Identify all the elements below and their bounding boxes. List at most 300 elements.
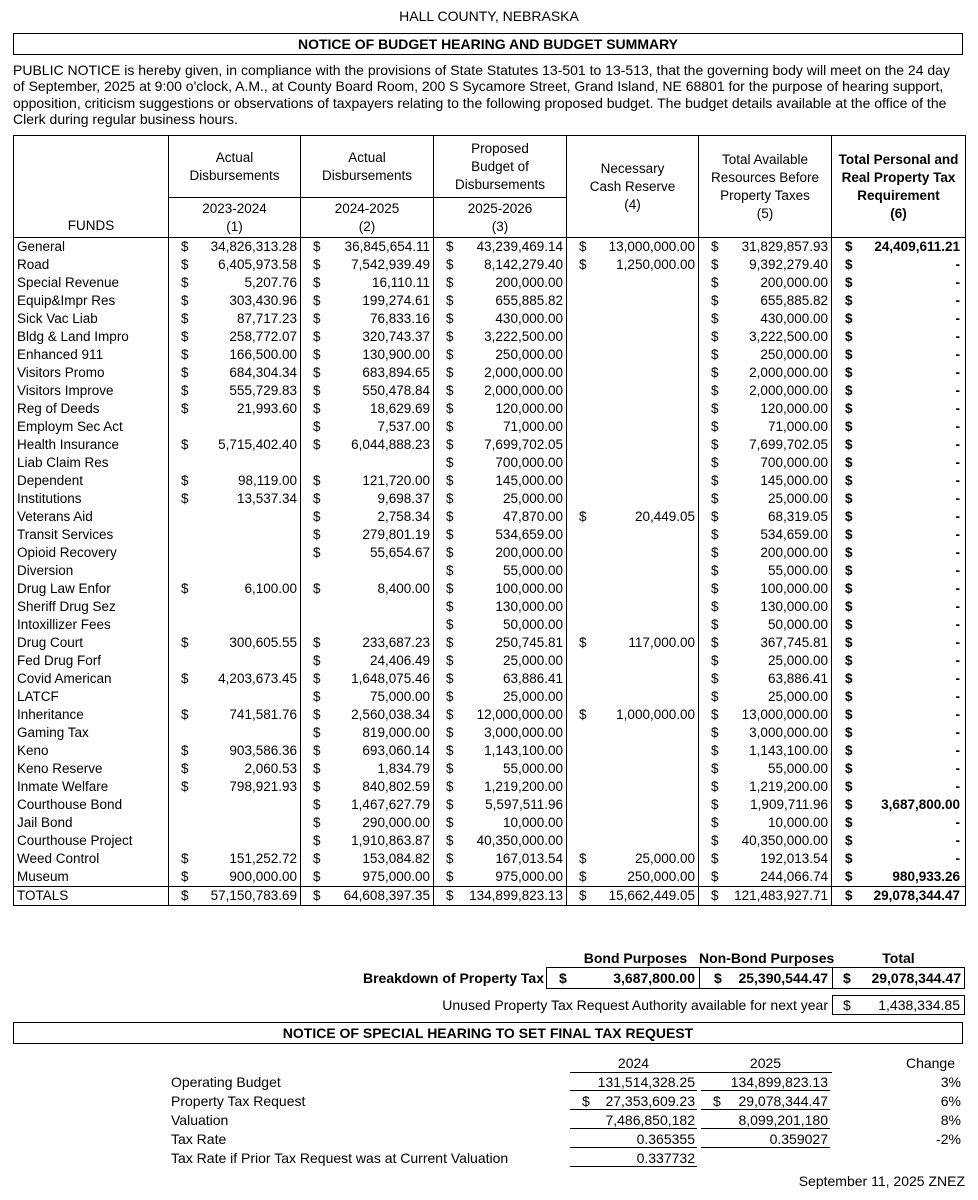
- amount-cell-col5: $ 71,000.00: [699, 418, 832, 436]
- fund-name: Dependent: [14, 472, 169, 490]
- unused-authority-label: Unused Property Tax Request Authority available for next year: [442, 997, 828, 1013]
- amount-cell-col5: $ 100,000.00: [699, 580, 832, 598]
- amount-cell-col3: $ 5,597,511.96: [434, 796, 567, 814]
- amount-cell-col1: [169, 832, 301, 850]
- amount-cell-col5: $ 120,000.00: [699, 400, 832, 418]
- amount-cell-col4: [567, 598, 699, 616]
- header-col3: Proposed Budget of Disbursements: [434, 136, 567, 198]
- amount-cell-col2: $ 1,648,075.46: [301, 670, 434, 688]
- amount-cell-col5: $ 2,000,000.00: [699, 364, 832, 382]
- amount-cell-col4: [567, 526, 699, 544]
- header-col3-year: 2025-2026 (3): [434, 198, 567, 238]
- amount-cell-col1: $ 34,826,313.28: [169, 238, 301, 257]
- fund-name: LATCF: [14, 688, 169, 706]
- amount-cell-col2: $ 199,274.61: [301, 292, 434, 310]
- amount-cell-col5: $ 244,066.74: [699, 868, 832, 887]
- amount-cell-col4: [567, 364, 699, 382]
- table-row: [14, 346, 966, 364]
- amount-cell-col3: $ 100,000.00: [434, 580, 567, 598]
- amount-cell-col6: $ -: [832, 634, 966, 652]
- amount-cell-col4: [567, 670, 699, 688]
- amount-cell-col6: $ -: [832, 760, 966, 778]
- amount-cell-col6: $ -: [832, 598, 966, 616]
- fund-name: Museum: [14, 868, 169, 887]
- table-row: [14, 742, 966, 760]
- amount-cell-col4: [567, 274, 699, 292]
- amount-cell-col5: $ 1,909,711.96: [699, 796, 832, 814]
- table-row: [14, 292, 966, 310]
- amount-cell-col1: [169, 562, 301, 580]
- amount-cell-col2: $ 683,894.65: [301, 364, 434, 382]
- amount-cell-col6: $ -: [832, 418, 966, 436]
- amount-cell-col1: $ 98,119.00: [169, 472, 301, 490]
- amount-cell-col1: $ 741,581.76: [169, 706, 301, 724]
- table-row: [14, 436, 966, 454]
- amount-cell-col6: $ -: [832, 544, 966, 562]
- amount-cell-col4: [567, 616, 699, 634]
- amount-cell-col2: $ 18,629.69: [301, 400, 434, 418]
- amount-cell-col4: [567, 778, 699, 796]
- compare-value-2024: 131,514,328.25: [570, 1073, 697, 1091]
- table-row: [14, 634, 966, 652]
- footer-date: September 11, 2025 ZNEZ: [798, 1173, 965, 1189]
- amount-cell-col4: [567, 310, 699, 328]
- amount-cell-col5: $ 10,000.00: [699, 814, 832, 832]
- fund-name: Drug Court: [14, 634, 169, 652]
- amount-cell-col2: [301, 616, 434, 634]
- table-row: [14, 580, 966, 598]
- amount-cell-col1: [169, 418, 301, 436]
- amount-cell-col4: [567, 562, 699, 580]
- fund-name: Sick Vac Liab: [14, 310, 169, 328]
- amount-cell-col6: $ -: [832, 508, 966, 526]
- compare-value-2024: 7,486,850,182: [570, 1111, 697, 1129]
- fund-name: Diversion: [14, 562, 169, 580]
- amount-cell-col2: $ 290,000.00: [301, 814, 434, 832]
- fund-name: General: [14, 238, 169, 257]
- fund-name: Enhanced 911: [14, 346, 169, 364]
- compare-value-2025: 0.359027: [701, 1130, 830, 1148]
- amount-cell-col5: $ 68,319.05: [699, 508, 832, 526]
- amount-cell-col1: $ 300,605.55: [169, 634, 301, 652]
- amount-cell-col5: $ 55,000.00: [699, 760, 832, 778]
- amount-cell-col6: $ -: [832, 454, 966, 472]
- amount-cell-col1: $ 151,252.72: [169, 850, 301, 868]
- amount-cell-col6: $ -: [832, 670, 966, 688]
- amount-cell-col2: $ 2,560,038.34: [301, 706, 434, 724]
- compare-label: Property Tax Request: [171, 1093, 306, 1109]
- amount-cell-col6: $ -: [832, 850, 966, 868]
- amount-cell-col1: $ 166,500.00: [169, 346, 301, 364]
- table-row: [14, 598, 966, 616]
- table-row: [14, 670, 966, 688]
- amount-cell-col3: $ 55,000.00: [434, 562, 567, 580]
- amount-cell-col2: $ 121,720.00: [301, 472, 434, 490]
- amount-cell-col3: $ 430,000.00: [434, 310, 567, 328]
- fund-name: Institutions: [14, 490, 169, 508]
- amount-cell-col3: $ 3,222,500.00: [434, 328, 567, 346]
- amount-cell-col2: $ 840,802.59: [301, 778, 434, 796]
- amount-cell-col1: [169, 526, 301, 544]
- fund-name: Bldg & Land Impro: [14, 328, 169, 346]
- amount-cell-col3: $ 2,000,000.00: [434, 364, 567, 382]
- amount-cell-col5: $ 1,143,100.00: [699, 742, 832, 760]
- amount-cell-col3: $ 145,000.00: [434, 472, 567, 490]
- amount-cell-col2: $ 9,698.37: [301, 490, 434, 508]
- amount-cell-col5: $ 700,000.00: [699, 454, 832, 472]
- table-row: [14, 454, 966, 472]
- totals-row: [14, 887, 966, 906]
- amount-cell-col2: $ 7,542,939.49: [301, 256, 434, 274]
- amount-cell-col4: [567, 436, 699, 454]
- public-notice-text: PUBLIC NOTICE is hereby given, in compliance with the provisions of State Statutes 13-501 to 13-513, that the governing body will meet on the 24 day of September, 2025 at 9:00 o'clock, A.M., at County Board Room, 200 S Sycamore Street, Grand Island, NE 68801 for the purpose of hearing support, opposition, criticism suggestions or observations of taxpayers relating to the following proposed budget. The budget details available at the office of the Clerk during regular business hours.: [13, 62, 950, 127]
- amount-cell-col1: $ 555,729.83: [169, 382, 301, 400]
- fund-name: TOTALS: [14, 887, 169, 906]
- amount-cell-col5: $ 200,000.00: [699, 274, 832, 292]
- table-row: [14, 526, 966, 544]
- amount-cell-col3: $ 200,000.00: [434, 544, 567, 562]
- amount-cell-col6: $ -: [832, 832, 966, 850]
- amount-cell-col5: $ 2,000,000.00: [699, 382, 832, 400]
- table-row: [14, 274, 966, 292]
- amount-cell-col5: $ 25,000.00: [699, 652, 832, 670]
- compare-change: -2%: [936, 1131, 961, 1147]
- amount-cell-col6: $ -: [832, 346, 966, 364]
- amount-cell-col2: $ 75,000.00: [301, 688, 434, 706]
- compare-header-2025: 2025: [749, 1055, 782, 1071]
- amount-cell-col4: $ 1,000,000.00: [567, 706, 699, 724]
- amount-cell-col1: $ 2,060.53: [169, 760, 301, 778]
- amount-cell-col3: $ 71,000.00: [434, 418, 567, 436]
- amount-cell-col3: $ 167,013.54: [434, 850, 567, 868]
- fund-name: Transit Services: [14, 526, 169, 544]
- amount-cell-col4: $ 20,449.05: [567, 508, 699, 526]
- amount-cell-col2: $ 550,478.84: [301, 382, 434, 400]
- amount-cell-col3: $ 55,000.00: [434, 760, 567, 778]
- fund-name: Reg of Deeds: [14, 400, 169, 418]
- fund-name: Liab Claim Res: [14, 454, 169, 472]
- compare-value-2025: 134,899,823.13: [701, 1073, 830, 1091]
- amount-cell-col6: $ -: [832, 652, 966, 670]
- amount-cell-col3: $ 1,143,100.00: [434, 742, 567, 760]
- amount-cell-col1: [169, 616, 301, 634]
- amount-cell-col4: [567, 454, 699, 472]
- header-col4: Necessary Cash Reserve (4): [567, 136, 699, 238]
- breakdown-values: [546, 967, 965, 989]
- fund-name: Courthouse Project: [14, 832, 169, 850]
- amount-cell-col3: $ 10,000.00: [434, 814, 567, 832]
- table-row: [14, 562, 966, 580]
- fund-name: Employm Sec Act: [14, 418, 169, 436]
- amount-cell-col5: $ 55,000.00: [699, 562, 832, 580]
- amount-cell-col6: $ -: [832, 328, 966, 346]
- amount-cell-col5: $ 50,000.00: [699, 616, 832, 634]
- table-row: [14, 544, 966, 562]
- amount-cell-col1: $ 5,207.76: [169, 274, 301, 292]
- amount-cell-col6: $ -: [832, 256, 966, 274]
- amount-cell-col4: [567, 382, 699, 400]
- table-row: [14, 760, 966, 778]
- amount-cell-col5: $ 655,885.82: [699, 292, 832, 310]
- amount-cell-col4: [567, 490, 699, 508]
- amount-cell-col4: [567, 580, 699, 598]
- amount-cell-col2: $ 1,910,863.87: [301, 832, 434, 850]
- table-row: [14, 472, 966, 490]
- header-col1: Actual Disbursements: [169, 136, 301, 198]
- amount-cell-col4: [567, 652, 699, 670]
- amount-cell-col1: [169, 814, 301, 832]
- breakdown-nonbond: $ 25,390,544.47: [700, 968, 833, 988]
- amount-cell-col4: $ 250,000.00: [567, 868, 699, 887]
- compare-header-change: Change: [905, 1055, 955, 1071]
- amount-cell-col4: $ 117,000.00: [567, 634, 699, 652]
- table-row: [14, 238, 966, 257]
- amount-cell-col6: $ -: [832, 562, 966, 580]
- amount-cell-col2: $ 6,044,888.23: [301, 436, 434, 454]
- amount-cell-col6: $ -: [832, 616, 966, 634]
- amount-cell-col6: $ -: [832, 706, 966, 724]
- fund-name: Jail Bond: [14, 814, 169, 832]
- compare-label: Tax Rate: [171, 1131, 227, 1147]
- amount-cell-col3: $ 700,000.00: [434, 454, 567, 472]
- table-row: [14, 310, 966, 328]
- amount-cell-col4: [567, 400, 699, 418]
- compare-change: 6%: [940, 1093, 961, 1109]
- amount-cell-col1: [169, 544, 301, 562]
- fund-name: Road: [14, 256, 169, 274]
- table-row: [14, 688, 966, 706]
- compare-header-2024: 2024: [617, 1055, 650, 1071]
- amount-cell-col3: $ 47,870.00: [434, 508, 567, 526]
- amount-cell-col3: $ 43,239,469.14: [434, 238, 567, 257]
- header-col2: Actual Disbursements: [301, 136, 434, 198]
- header-col1-year: 2023-2024 (1): [169, 198, 301, 238]
- table-row: [14, 652, 966, 670]
- amount-cell-col6: $ 24,409,611.21: [832, 238, 966, 257]
- amount-cell-col2: $ 320,743.37: [301, 328, 434, 346]
- amount-cell-col1: $ 258,772.07: [169, 328, 301, 346]
- compare-value-2024: $ 27,353,609.23: [570, 1092, 697, 1110]
- amount-cell-col4: [567, 418, 699, 436]
- amount-cell-col5: $ 367,745.81: [699, 634, 832, 652]
- amount-cell-col2: [301, 598, 434, 616]
- amount-cell-col6: $ 29,078,344.47: [832, 887, 966, 906]
- special-hearing-title: NOTICE OF SPECIAL HEARING TO SET FINAL TAX REQUEST: [13, 1022, 963, 1044]
- amount-cell-col4: [567, 814, 699, 832]
- amount-cell-col5: $ 31,829,857.93: [699, 238, 832, 257]
- amount-cell-col3: $ 200,000.00: [434, 274, 567, 292]
- header-funds: FUNDS: [14, 136, 169, 238]
- amount-cell-col4: [567, 724, 699, 742]
- fund-name: Inmate Welfare: [14, 778, 169, 796]
- table-row: [14, 814, 966, 832]
- compare-label: Tax Rate if Prior Tax Request was at Current Valuation: [171, 1150, 509, 1166]
- header-col6: Total Personal and Real Property Tax Requirement (6): [832, 136, 966, 238]
- compare-value-2025: $ 29,078,344.47: [701, 1092, 830, 1110]
- compare-value-2025: 8,099,201,180: [701, 1111, 830, 1129]
- amount-cell-col5: $ 13,000,000.00: [699, 706, 832, 724]
- fund-name: Opioid Recovery: [14, 544, 169, 562]
- amount-cell-col3: $ 250,745.81: [434, 634, 567, 652]
- table-row: [14, 382, 966, 400]
- fund-name: Sheriff Drug Sez: [14, 598, 169, 616]
- header-col5: Total Available Resources Before Property Taxes (5): [699, 136, 832, 238]
- amount-cell-col3: $ 8,142,279.40: [434, 256, 567, 274]
- amount-cell-col3: $ 3,000,000.00: [434, 724, 567, 742]
- compare-change: 3%: [940, 1074, 961, 1090]
- total-header: Total: [882, 950, 915, 966]
- amount-cell-col4: $ 1,250,000.00: [567, 256, 699, 274]
- amount-cell-col6: $ -: [832, 292, 966, 310]
- amount-cell-col2: $ 24,406.49: [301, 652, 434, 670]
- amount-cell-col1: [169, 796, 301, 814]
- table-row: [14, 328, 966, 346]
- table-row: [14, 832, 966, 850]
- fund-name: Equip&Impr Res: [14, 292, 169, 310]
- compare-label: Valuation: [171, 1112, 229, 1128]
- amount-cell-col2: $ 64,608,397.35: [301, 887, 434, 906]
- amount-cell-col1: $ 900,000.00: [169, 868, 301, 887]
- amount-cell-col3: $ 134,899,823.13: [434, 887, 567, 906]
- amount-cell-col6: $ -: [832, 580, 966, 598]
- amount-cell-col2: $ 2,758.34: [301, 508, 434, 526]
- amount-cell-col2: $ 1,467,627.79: [301, 796, 434, 814]
- amount-cell-col3: $ 50,000.00: [434, 616, 567, 634]
- amount-cell-col1: $ 6,405,973.58: [169, 256, 301, 274]
- amount-cell-col1: $ 87,717.23: [169, 310, 301, 328]
- breakdown-bond: $ 3,687,800.00: [547, 968, 700, 988]
- fund-name: Covid American: [14, 670, 169, 688]
- amount-cell-col5: $ 1,219,200.00: [699, 778, 832, 796]
- amount-cell-col1: $ 684,304.34: [169, 364, 301, 382]
- amount-cell-col3: $ 25,000.00: [434, 490, 567, 508]
- amount-cell-col6: $ -: [832, 274, 966, 292]
- amount-cell-col6: $ -: [832, 472, 966, 490]
- fund-name: Intoxillizer Fees: [14, 616, 169, 634]
- fund-name: Keno: [14, 742, 169, 760]
- amount-cell-col5: $ 40,350,000.00: [699, 832, 832, 850]
- amount-cell-col6: $ 3,687,800.00: [832, 796, 966, 814]
- amount-cell-col2: [301, 562, 434, 580]
- county-name: HALL COUNTY, NEBRASKA: [399, 8, 579, 24]
- table-row: [14, 778, 966, 796]
- amount-cell-col1: [169, 454, 301, 472]
- amount-cell-col4: $ 15,662,449.05: [567, 887, 699, 906]
- amount-cell-col5: $ 192,013.54: [699, 850, 832, 868]
- amount-cell-col5: $ 250,000.00: [699, 346, 832, 364]
- notice-title: NOTICE OF BUDGET HEARING AND BUDGET SUMMARY: [13, 33, 963, 55]
- amount-cell-col1: $ 57,150,783.69: [169, 887, 301, 906]
- amount-cell-col2: $ 76,833.16: [301, 310, 434, 328]
- fund-name: Gaming Tax: [14, 724, 169, 742]
- nonbond-purposes-header: Non-Bond Purposes: [699, 950, 835, 966]
- header-col2-year: 2024-2025 (2): [301, 198, 434, 238]
- fund-name: Health Insurance: [14, 436, 169, 454]
- budget-table: [13, 135, 966, 906]
- amount-cell-col4: $ 13,000,000.00: [567, 238, 699, 257]
- amount-cell-col6: $ -: [832, 310, 966, 328]
- amount-cell-col3: $ 40,350,000.00: [434, 832, 567, 850]
- table-row: [14, 850, 966, 868]
- compare-value-2024: 0.337732: [570, 1149, 697, 1167]
- fund-name: Weed Control: [14, 850, 169, 868]
- table-row: [14, 868, 966, 887]
- amount-cell-col6: $ -: [832, 724, 966, 742]
- amount-cell-col5: $ 63,886.41: [699, 670, 832, 688]
- amount-cell-col1: $ 903,586.36: [169, 742, 301, 760]
- amount-cell-col5: $ 430,000.00: [699, 310, 832, 328]
- amount-cell-col4: $ 25,000.00: [567, 850, 699, 868]
- amount-cell-col5: $ 7,699,702.05: [699, 436, 832, 454]
- amount-cell-col6: $ -: [832, 436, 966, 454]
- amount-cell-col1: [169, 724, 301, 742]
- amount-cell-col3: $ 25,000.00: [434, 652, 567, 670]
- amount-cell-col2: $ 233,687.23: [301, 634, 434, 652]
- amount-cell-col2: $ 16,110.11: [301, 274, 434, 292]
- table-row: [14, 490, 966, 508]
- amount-cell-col5: $ 3,222,500.00: [699, 328, 832, 346]
- amount-cell-col4: [567, 328, 699, 346]
- amount-cell-col4: [567, 796, 699, 814]
- amount-cell-col4: [567, 346, 699, 364]
- table-row: [14, 508, 966, 526]
- unused-authority-value: $ 1,438,334.85: [832, 995, 965, 1015]
- fund-name: Inheritance: [14, 706, 169, 724]
- budget-rows: [14, 238, 966, 906]
- amount-cell-col3: $ 120,000.00: [434, 400, 567, 418]
- amount-cell-col1: [169, 688, 301, 706]
- table-row: [14, 256, 966, 274]
- amount-cell-col1: $ 6,100.00: [169, 580, 301, 598]
- amount-cell-col6: $ -: [832, 814, 966, 832]
- amount-cell-col6: $ -: [832, 490, 966, 508]
- amount-cell-col4: [567, 472, 699, 490]
- amount-cell-col1: $ 798,921.93: [169, 778, 301, 796]
- amount-cell-col2: $ 130,900.00: [301, 346, 434, 364]
- amount-cell-col4: [567, 760, 699, 778]
- breakdown-label: Breakdown of Property Tax: [362, 970, 544, 986]
- amount-cell-col4: [567, 742, 699, 760]
- fund-name: Drug Law Enfor: [14, 580, 169, 598]
- amount-cell-col3: $ 975,000.00: [434, 868, 567, 887]
- amount-cell-col3: $ 534,659.00: [434, 526, 567, 544]
- compare-top-rule: [570, 1072, 832, 1073]
- amount-cell-col3: $ 25,000.00: [434, 688, 567, 706]
- amount-cell-col3: $ 63,886.41: [434, 670, 567, 688]
- amount-cell-col2: $ 819,000.00: [301, 724, 434, 742]
- amount-cell-col2: $ 693,060.14: [301, 742, 434, 760]
- fund-name: Courthouse Bond: [14, 796, 169, 814]
- amount-cell-col3: $ 12,000,000.00: [434, 706, 567, 724]
- table-row: [14, 616, 966, 634]
- compare-label: Operating Budget: [171, 1074, 281, 1090]
- amount-cell-col5: $ 145,000.00: [699, 472, 832, 490]
- fund-name: Visitors Improve: [14, 382, 169, 400]
- amount-cell-col6: $ -: [832, 688, 966, 706]
- fund-name: Keno Reserve: [14, 760, 169, 778]
- table-row: [14, 364, 966, 382]
- compare-value-2024: 0.365355: [570, 1130, 697, 1148]
- amount-cell-col6: $ -: [832, 382, 966, 400]
- amount-cell-col4: [567, 688, 699, 706]
- amount-cell-col5: $ 200,000.00: [699, 544, 832, 562]
- compare-change: 8%: [940, 1112, 961, 1128]
- amount-cell-col4: [567, 292, 699, 310]
- amount-cell-col2: $ 279,801.19: [301, 526, 434, 544]
- fund-name: Visitors Promo: [14, 364, 169, 382]
- amount-cell-col5: $ 121,483,927.71: [699, 887, 832, 906]
- breakdown-total: $ 29,078,344.47: [843, 970, 961, 986]
